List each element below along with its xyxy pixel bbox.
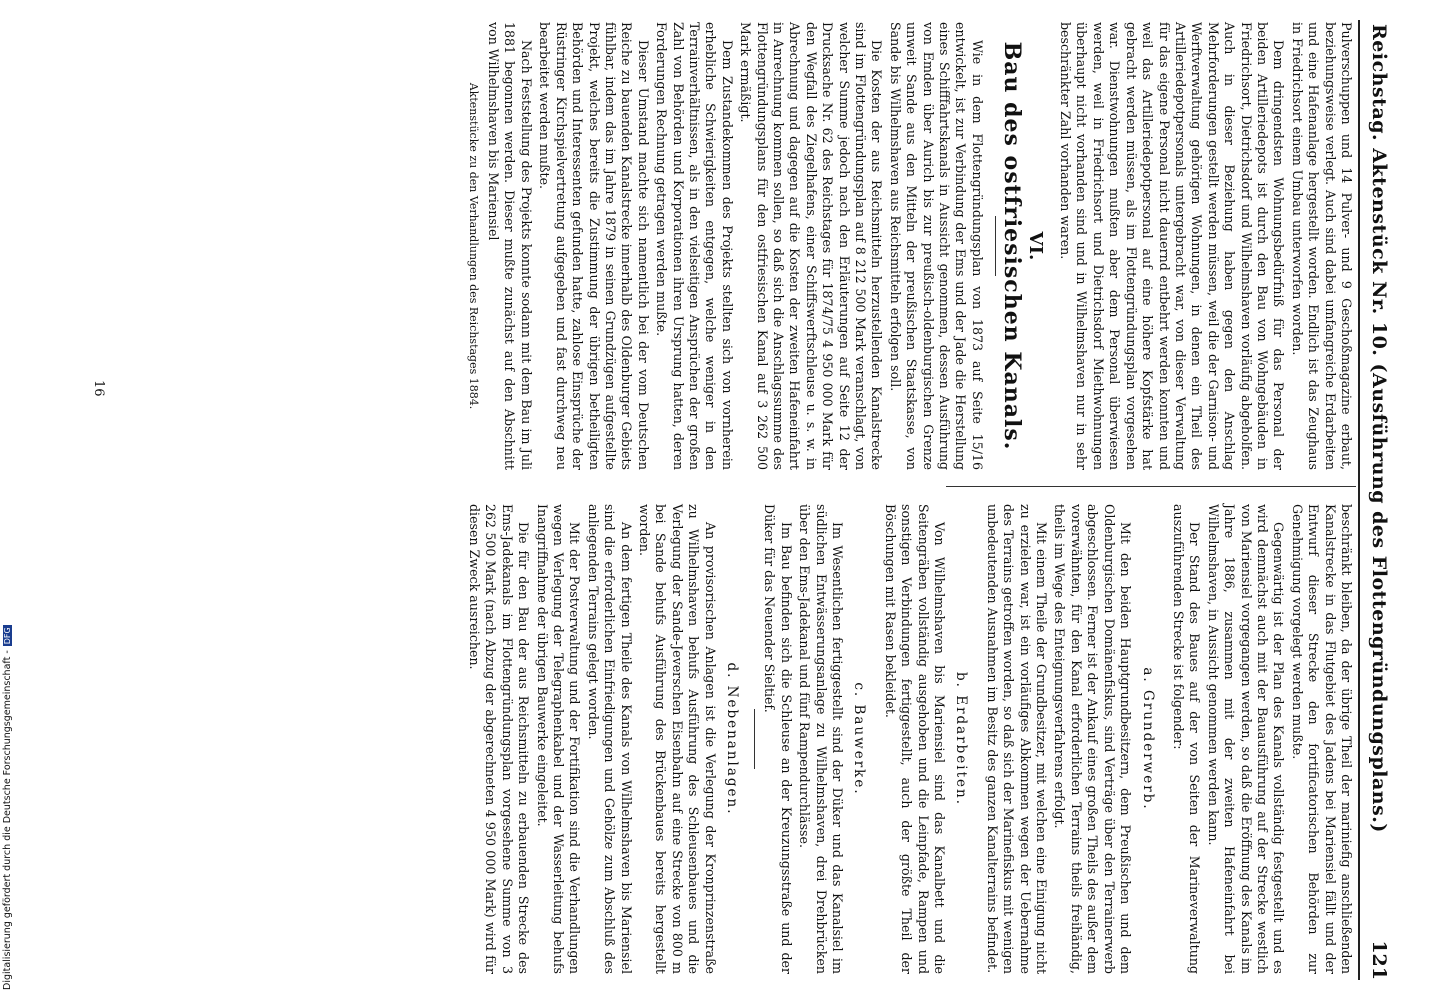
header-page-number: 121 [1368,940,1390,980]
digitization-credit [2,0,18,990]
paragraph: Wie in dem Flottengründungsplan von 1873 auf Seite 15/16 entwickelt, ist zur Verbindung der Ems und der Jade die Herstellung eines Schifffahrtskanals in Aussicht genommen, dessen Ausführung von Emden über Aurich bis zur preußisch-oldenburgischen Grenze unweit Sande aus den Mitteln der preußischen Staatskasse, von Sande bis Wilhelmshaven aus Reichsmitteln erfolgen soll. [887,22,985,470]
section-divider [754,709,755,769]
digitization-credit-text: Digitalisierung gefördert durch die Deutsche Forschungsgemeinschaft - [2,650,13,990]
signature-number: 16 [91,380,106,397]
subheading-a: a. Grunderwerb. [1139,667,1156,811]
paragraph: Mit einem Theile der Grundbesitzer, mit welchen eine Einigung nicht zu erzielen war, ist ein vorläufiges Abkommen wegen der Uebernahme des Terrains getroffen worden, so daß sich der Marinefiskus mit wenigen unbedeutenden Ausnahmen im Besitz des ganzen Kanalterrains befindet. [984,504,1050,974]
column-divider [946,486,1356,487]
paragraph: Mit den beiden Hauptgrundbesitzern, dem Preußischen und dem Oldenburgischen Domänenfiskus, sind Verträge über den Terrainerwerb abgeschlossen. Ferner ist der Ankauf eines großen Theils des außer dem vorerwähnten, für den Kanal erforderlichen Terrains theils freihändig, theils im Wege des Enteignungsverfahrens erfolgt. [1052,504,1134,974]
header-rule [1358,20,1360,980]
running-header [1362,24,1390,980]
paragraph: An dem fertigen Theile des Kanals von Wilhelmshaven bis Mariensiel sind die erforderlichen Einfriedigungen und Gehölze zum Abschluß des anliegenden Terrains gelegt worden. [585,504,634,974]
section-divider [995,216,996,276]
left-column [462,22,1354,470]
header-title: Reichstag. Aktenstück Nr. 10. (Ausführung des Flottengründungsplans.) [1368,24,1390,833]
paragraph: An provisorischen Anlagen ist die Verlegung der Kronprinzenstraße zu Wilhelmshaven behufs Ausführung des Schleusenbaues und die Verlegung der Sande-Jeverschen Eisenbahn auf eine Strecke von 800 m bei Sande behufs Ausführung des Brückenbaues bereits hergestellt worden. [636,504,718,974]
paragraph: Dieser Umstand machte sich namentlich bei der vom Deutschen Reiche zu bauenden Kanalstrecke innerhalb des Oldenburger Gebiets fühlbar, indem das im Jahre 1879 in seinen Grundzügen aufgestellte Projekt, welches bereits die Zustimmung der übrigen betheiligten Behörden und Interessenten gefunden hatte, zahlose Einsprüche der Rüstringer Kirchspielvertretung aufgegeben und fast durchweg neu bearbeitet werden mußte. [537,22,651,470]
subheading-c: c. Bauwerke. [851,682,868,796]
paragraph: Pulverschuppen und 14 Pulver- und 9 Geschoßmagazine erbaut, beziehungsweise verlegt. Auch sind dabei umfangreiche Erdarbeiten und eine Hafenanlage hergestellt worden. Endlich ist das Zeughaus in Friedrichsort einem Umbau unterworfen worden. [1289,22,1354,470]
paragraph: Dem Zustandekommen des Projekts stellten sich von vornherein erhebliche Schwierigkeiten entgegen, welche weniger in den Terrainverhältnissen, als in den vielseitigen Ansprüchen der großen Zahl von Behörden und Korporationen ihren Ursprung hatten, deren Forderungen Rechnung getragen werden mußte. [654,22,735,470]
paragraph: beschränkt bleiben, da der übrige Theil der mariniefig anschließenden Kanalstrecke in das Flutgebiet des Jadens bei Mariensiel fällt und der Entwurf dieser Strecke den fortificatorischen Behörden zur Genehmigung vorgelegt werden mußte. [1289,504,1354,974]
subheading-b: b. Erdarbeiten. [953,671,970,807]
paragraph: Im Wesentlichen fertiggestellt sind der Düker und das Kanalsiel im südlichen Entwässerungsanlage zu Wilhelmshaven, drei Drehbrücken über den Ems-Jadekanal und fünf Rampendurchlässe. [797,504,846,974]
section-title: Bau des ostfriesischen Kanals. [999,41,1026,451]
paragraph: Im Bau befinden sich die Schleuse an der Kreuzungsstraße und der Düker für das Neuender Sieltief. [762,504,794,974]
subheading-d: d. Nebenanlagen. [724,662,740,816]
paragraph: Von Wilhelmshaven bis Mariensiel sind das Kanalbett und die Seitengräben vollständig ausgehoben und die Leinpfade, Rampen und sonstigen Verbindungen fertiggestellt, auch der größte Theil der Böschungen mit Rasen bekleidet. [882,504,948,974]
document-footer: Aktenstücke zu den Verhandlungen des Reichstages 1884. [466,82,480,410]
section-number: VI. [1024,231,1046,261]
paragraph: Die für den Bau der aus Reichsmitteln zu erbauenden Strecke des Ems-Jadekanals im Flottengründungsplan vorgesehene Summe von 3 262 500 Mark (nach Abzug der abgerechneten 4 950 000 Mark) wird für diesen Zweck ausreichen. [466,504,532,974]
paragraph: Die Kosten der aus Reichsmitteln herzustellenden Kanalstrecke sind im Flottengründungsplan auf 8 212 500 Mark veranschlagt, von welcher Summe jedoch nach den Erläuterungen auf Seite 12 der Drucksache Nr. 62 des Reichstages für 1874/75 4 950 000 Mark für den Wegfall des Ziegelhafens, einer Schiffswerftschleuse u. s. w. in Abrechnung und dagegen auf die Kosten der zweiten Hafeneinfahrt in Anrechnung kommen sollen, so daß sich die Anschlagssumme des Flottengründungsplans für den ostfriesischen Kanal auf 3 262 500 Mark ermäßigt. [738,22,885,470]
paragraph: Nach Feststellung des Projekts konnte sodann mit dem Bau im Juli 1881 begonnen werden. Dieser mußte zunächst auf den Abschnitt von Wilhelmshaven bis Mariensiel [486,22,534,470]
document-page [6,0,1396,1000]
paragraph: Mit der Postverwaltung und der Fortifikation sind die Verhandlungen wegen Verlegung der Telegraphenkabel und der Wasserleitung behufs Inangriffnahme der übrigen Bauwerke eingeleitet. [534,504,583,974]
right-column [464,504,1355,974]
dfg-logo-icon: DFG [3,627,12,645]
paragraph: Gegenwärtig ist der Plan des Kanals vollständig festgestellt und es wird demnächst auch mit der Bauausführung auf der Strecke westlich von Mariensiel vorgegangen werden, so daß die Eröffnung des Kanals im Jahre 1886, zusammen mit der zweiten Hafeneinfahrt bei Wilhelmshaven, in Aussicht genommen werden kann. [1205,504,1287,974]
digitization-sidebar [0,0,20,1000]
paragraph: Der Stand des Baues auf der von Seiten der Marineverwaltung auszuführenden Strecke ist folgender: [1170,504,1203,974]
paragraph: Dem dringendsten Wohnungsbedürfniß für das Personal der beiden Artilleriedepots ist durch den Bau von Wohngebäuden in Friedrichsort, Dietrichsdorf und Wilhelmshaven vorläufig abgeholfen. Auch in dieser Beziehung haben gegen den Anschlag Mehrforderungen gestellt werden müssen, weil die der Garnison- und Werftverwaltung gehörigen Wohnungen, in denen ein Theil des Artilleriedepotpersonals untergebracht war, von dieser Verwaltung für das eigene Personal nicht dauernd entbehrt werden konnten und weil das Artilleriedepotpersonal auf eine höhere Kopfstärke hat gebracht werden müssen, als im Flottengründungsplan vorgesehen war. Dienstwohnungen mußten aber dem Personal überwiesen werden, weil in Friedrichsort und Dietrichsdorf Miethwohnungen überhaupt nicht vorhanden sind und in Wilhelmshaven nur in sehr beschränkter Zahl vorhanden waren. [1058,22,1287,470]
